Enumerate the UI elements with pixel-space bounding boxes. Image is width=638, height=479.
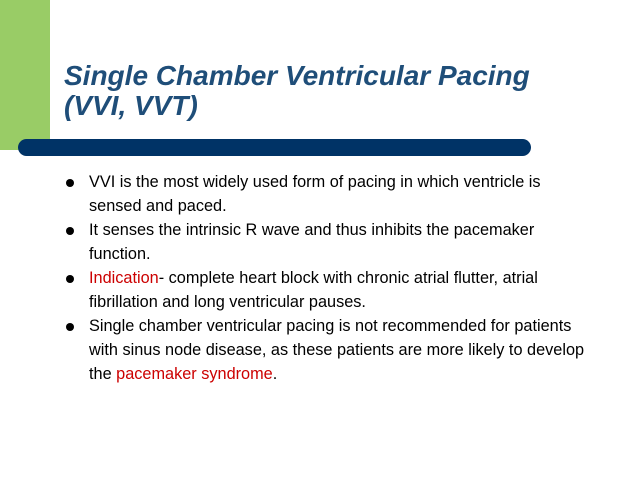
bullet-text: - complete heart block with chronic atrial flutter, atrial fibrillation and long ventricular pauses. xyxy=(89,269,538,311)
bullet-text: Single chamber ventricular pacing is not recommended for patients with sinus node disease, as these patients are more likely to develop the xyxy=(89,317,585,383)
bullet-dot-icon xyxy=(66,275,74,283)
bullet-text: It senses the intrinsic R wave and thus inhibits the pacemaker function. xyxy=(89,221,535,263)
bullet-dot-icon xyxy=(66,323,74,331)
bullet-item xyxy=(0,218,638,266)
slide-title: Single Chamber Ventricular Pacing (VVI, VVT) xyxy=(64,60,530,121)
bullet-dot-icon xyxy=(66,227,74,235)
bullet-text: VVI is the most widely used form of pacing in which ventricle is sensed and paced. xyxy=(89,173,541,215)
pacemaker-syndrome-term: pacemaker syndrome xyxy=(116,365,273,383)
bullet-text-end: . xyxy=(272,365,278,383)
bullet-item xyxy=(0,170,638,218)
bullet-list xyxy=(0,170,638,386)
indication-label: Indication xyxy=(89,269,159,287)
bullet-dot-icon xyxy=(66,179,74,187)
title-divider-bar xyxy=(18,139,531,156)
bullet-item xyxy=(0,266,638,314)
bullet-item xyxy=(0,314,638,386)
